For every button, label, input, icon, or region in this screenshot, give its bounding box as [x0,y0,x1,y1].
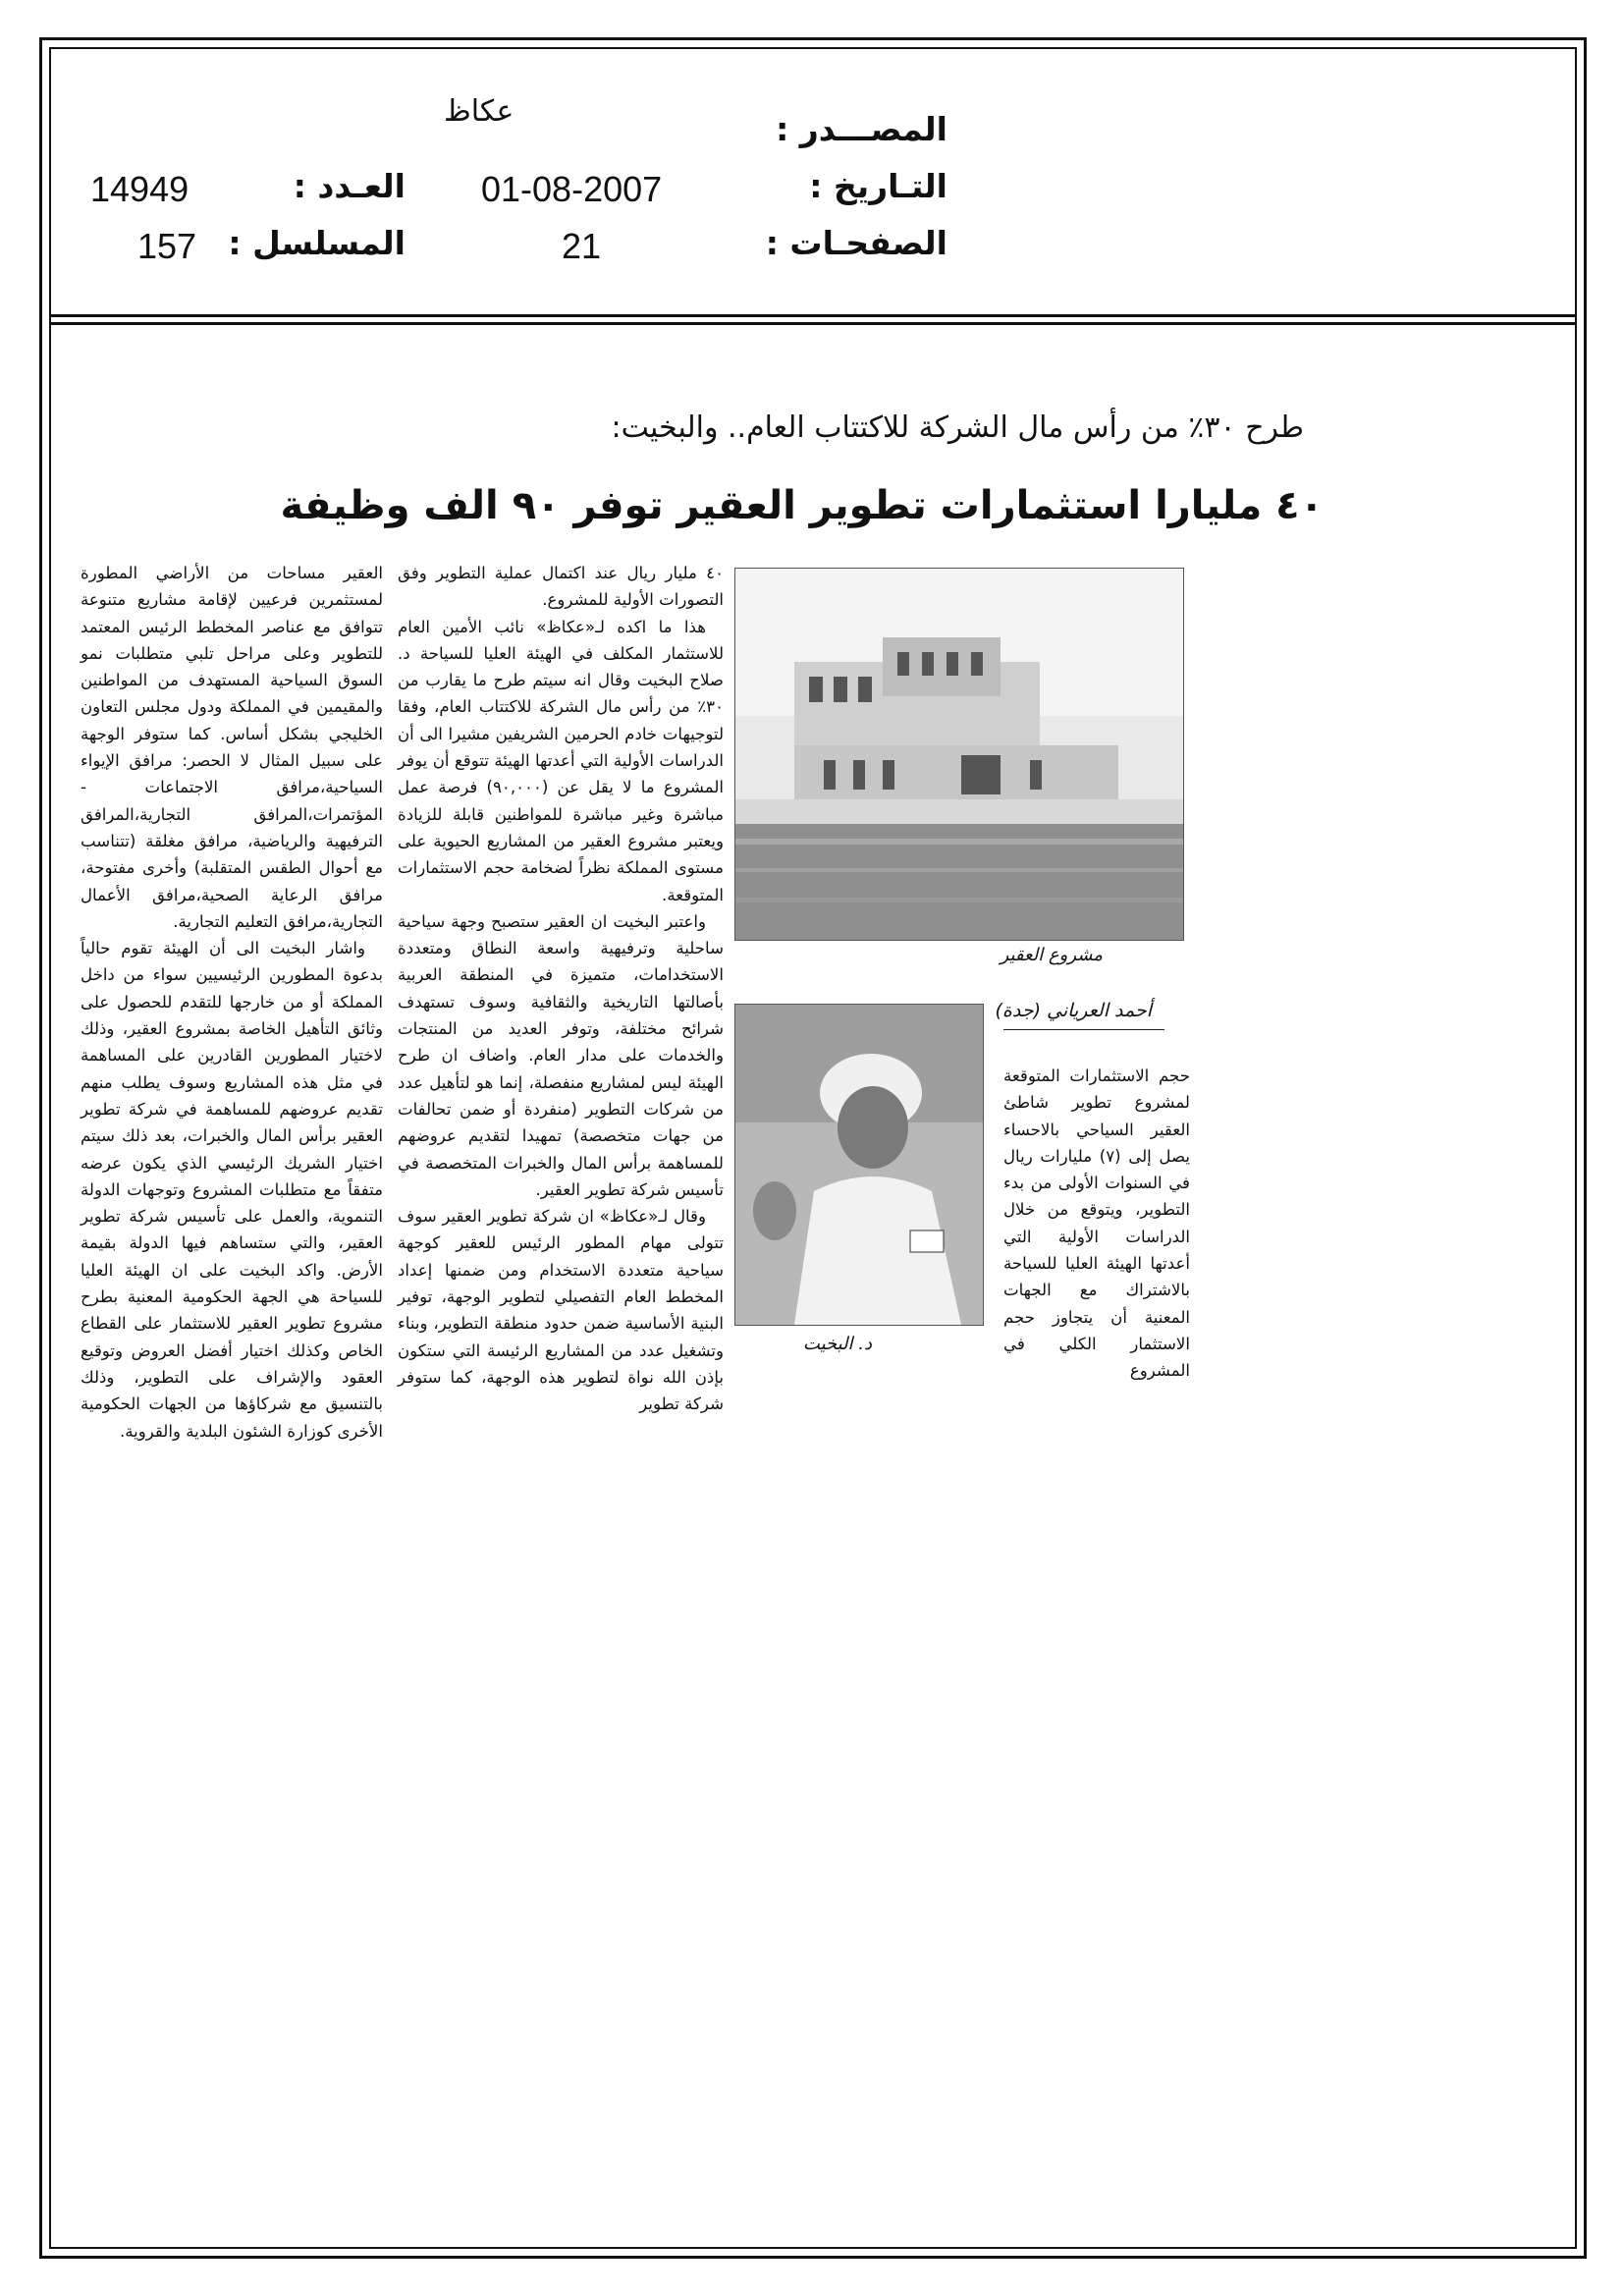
left-paragraph-1: العقير مساحات من الأراضي المطورة لمستثمرين فرعيين لإقامة مشاريع متنوعة تتوافق مع عناصر المخطط الرئيس المعتمد للتطوير وعلى مراحل تلبي متطلبات نمو السوق السياحية المستهدف من المواطنين والمقيمين في المملكة ودول مجلس التعاون الخليجي بشكل أساس. كما ستوفر الوجهة على سبيل المثال لا الحصر: مرافق الإيواء السياحية،مرافق الاجتماعات - المؤتمرات،المرافق التجارية،المرافق الترفيهية والرياضية، مرافق مغلقة (تتناسب مع أحوال الطقس المتقلبة) وأخرى مفتوحة، مرافق الرعاية الصحية،مرافق الأعمال التجارية،مرافق التعليم التجارية. [81,564,383,931]
resort-photo-image [735,569,1183,940]
middle-paragraph-4: وقال لـ«عكاظ» ان شركة تطوير العقير سوف تتولى مهام المطور الرئيس للعقير كوجهة سياحية متعددة الاستخدام ومن ضمنها إعداد المخطط العام التفصيلي لتطوير الوجهة، توفير البنية الأساسية ضمن حدود منطقة التطوير، وبناء وتشغيل عدد من المشاريع الرئيسة التي ستكون بإذن الله نواة لتطوير هذه الوجهة، كما ستوفر شركة تطوير [398,1207,724,1414]
article-column-middle [398,560,724,1418]
person-photo-caption: د. البخيت [802,1334,872,1354]
resort-photo [734,568,1184,941]
resort-photo-caption: مشروع العقير [1000,945,1103,965]
person-photo [734,1004,984,1326]
person-photo-image [735,1005,983,1325]
left-paragraph-2: واشار البخيت الى أن الهيئة تقوم حالياً بدعوة المطورين الرئيسيين سواء من داخل المملكة أو من خارجها للتقدم للحصول على وثائق التأهيل الخاصة بمشروع العقير، وذلك لاختيار المطورين القادرين على المساهمة في مثل هذه المشاريع وسوف يطلب منهم تقديم عروضهم للمساهمة في شركة تطوير العقير برأس المال والخبرات، بعد ذلك سيتم اختيار الشريك الرئيسي الذي يكون عرضه متفقاً مع متطلبات المشروع وتوجهات الدولة التنموية، والعمل على تأسيس شركة تطوير العقير، والتي ستساهم فيها الدولة بقيمة الأرض. واكد البخيت على ان الهيئة العليا للسياحة هي الجهة الحكومية المعنية بطرح مشروع تطوير العقير للاستثمار على القطاع الخاص وكذلك اختيار أفضل العروض وتوقيع العقود والإشراف على التطوير، وذلك بالتنسيق مع شركاؤها من الجهات الحكومية الأخرى كوزارة الشئون البلدية والقروية. [81,939,383,1441]
header-rule-top [49,314,1577,317]
header-rule-bottom [49,322,1577,325]
article-subheadline: طرح ٣٠٪ من رأس مال الشركة للاكتتاب العام.. والبخيت: [611,410,1304,445]
issue-value: 14949 [90,169,189,209]
middle-paragraph-1: ٤٠ مليار ريال عند اكتمال عملية التطوير وفق التصورات الأولية للمشروع. [398,564,724,610]
byline-underline [1003,1029,1164,1030]
pages-label: الصفحـات : [765,224,947,262]
date-label: التـاريخ : [809,167,947,205]
serial-value: 157 [137,226,197,266]
article-column-left [81,560,383,1445]
source-value: عكاظ [444,94,514,129]
issue-label: العـدد : [293,167,406,205]
article-headline: ٤٠ مليارا استثمارات تطوير العقير توفر ٩٠ الف وظيفة [280,483,1324,528]
middle-paragraph-3: واعتبر البخيت ان العقير ستصبح وجهة سياحية ساحلية وترفيهية واسعة النطاق ومتعددة الاستخدامات، متميزة في المنطقة العربية بأصالتها التاريخية والثقافية وسوف تستهدف شرائح مختلفة، وتوفر العديد من المنتجات والخدمات على مدار العام. واضاف ان طرح الهيئة ليس لمشاريع منفصلة، إنما هو لتأهيل عدد من شركات التطوير (منفردة أو ضمن تحالفات من جهات متخصصة) تمهيدا لتقديم عروضهم للمساهمة برأس المال والخبرات المتخصصة في تأسيس شركة تطوير العقير. [398,911,724,1199]
article-byline: أحمد العرياني (جدة) [995,1000,1152,1021]
article-intro [1003,1063,1190,1385]
pages-value: 21 [562,226,602,266]
middle-paragraph-2: هذا ما اكده لـ«عكاظ» نائب الأمين العام للاستثمار المكلف في الهيئة العليا للسياحة د. صلاح البخيت وقال انه سيتم طرح ما يقارب من ٣٠٪ من رأس مال الشركة للاكتتاب العام، وفقا لتوجيهات خادم الحرمين الشريفين مشيرا الى أن الدراسات الأولية التي أعدتها الهيئة تتوقع أن يوفر المشروع ما لا يقل عن (٩٠,٠٠٠) فرصة عمل مباشرة وغير مباشرة للمواطنين قابلة للزيادة ويعتبر مشروع العقير من المشاريع الحيوية على مستوى المملكة نظراً لضخامة حجم الاستثمارات المتوقعة. [398,617,724,904]
source-label: المصـــدر : [776,110,947,148]
intro-paragraph: حجم الاستثمارات المتوقعة لمشروع تطوير شاطئ العقير السياحي بالاحساء يصل إلى (٧) مليارات ريال في السنوات الأولى من بدء التطوير، ويتوقع من خلال الدراسات الأولية التي أعدتها الهيئة العليا للسياحة بالاشتراك مع الجهات المعنية أن يتجاوز حجم الاستثمار الكلي في المشروع [1003,1066,1190,1381]
serial-label: المسلسل : [228,224,406,262]
date-value: 01-08-2007 [481,169,663,209]
